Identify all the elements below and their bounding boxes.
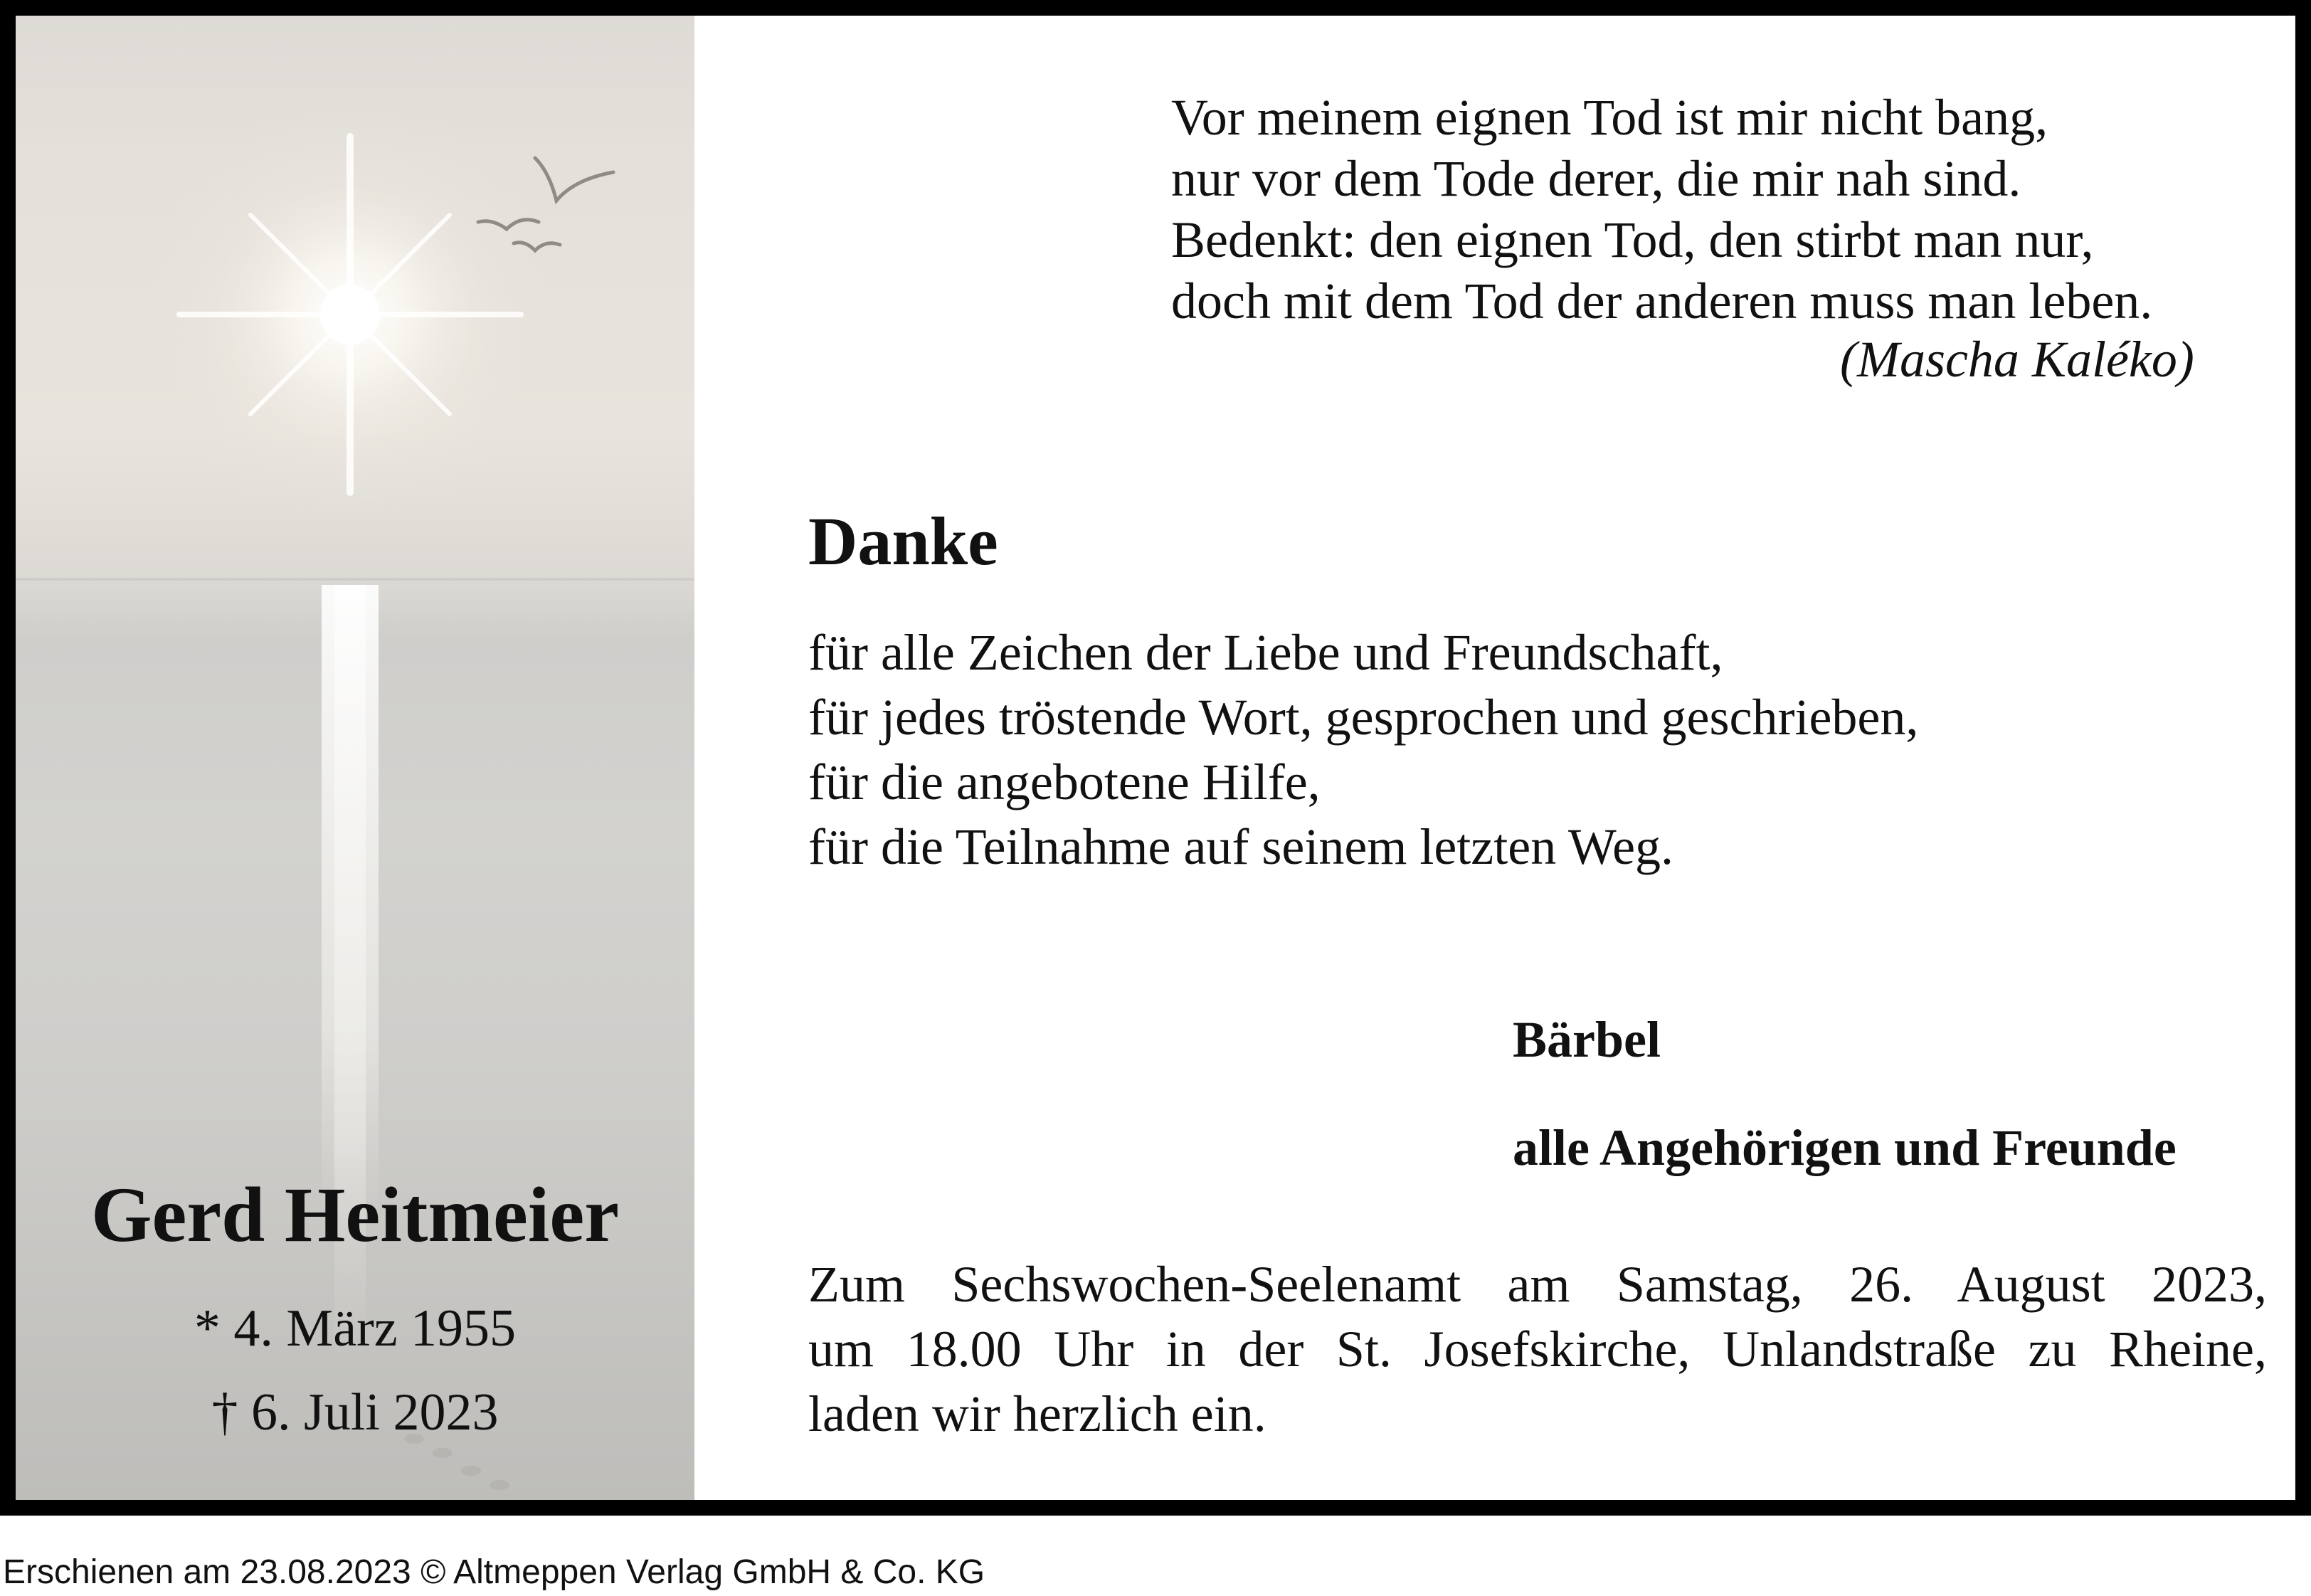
poem-line: Vor meinem eignen Tod ist mir nicht bang,	[1171, 89, 2048, 146]
service-line: Zum Sechswochen-Seelenamt am Samstag, 26. August 2023,	[808, 1256, 2267, 1313]
memorial-service-notice	[808, 1252, 2267, 1447]
thanks-line: für die Teilnahme auf seinem letzten Weg.	[808, 818, 1674, 875]
poem-line: nur vor dem Tode derer, die mir nah sind.	[1171, 150, 2021, 207]
poem	[1171, 87, 2152, 332]
thanks-line: für jedes tröstende Wort, gesprochen und geschrieben,	[808, 689, 1919, 746]
death-date: † 6. Juli 2023	[211, 1383, 499, 1442]
thanks-line: für die angebotene Hilfe,	[808, 754, 1321, 810]
signer: alle Angehörigen und Freunde	[1513, 1119, 2177, 1176]
publication-footer: Erschienen am 23.08.2023 © Altmeppen Verlag GmbH & Co. KG	[3, 1553, 985, 1591]
signer: Bärbel	[1513, 1011, 1661, 1068]
service-line: um 18.00 Uhr in der St. Josefskirche, Unlandstraße zu Rheine,	[808, 1321, 2267, 1378]
thanks-line: für alle Zeichen der Liebe und Freundschaft,	[808, 624, 1723, 681]
thanks-text	[808, 620, 1918, 879]
service-line: laden wir herzlich ein.	[808, 1385, 1266, 1442]
poem-author: (Mascha Kaléko)	[1840, 331, 2194, 388]
deceased-name: Gerd Heitmeier	[90, 1171, 620, 1258]
sunset-sea-photo	[16, 16, 694, 1500]
obituary-text-area	[694, 16, 2295, 1500]
poem-line: doch mit dem Tod der anderen muss man leben.	[1171, 273, 2153, 329]
sun	[320, 285, 380, 344]
sunset-illustration	[16, 16, 694, 1500]
poem-line: Bedenkt: den eignen Tod, den stirbt man nur,	[1171, 211, 2094, 268]
thanks-heading: Danke	[808, 503, 998, 579]
horizon-line	[16, 578, 694, 581]
birth-date: * 4. März 1955	[194, 1299, 517, 1358]
